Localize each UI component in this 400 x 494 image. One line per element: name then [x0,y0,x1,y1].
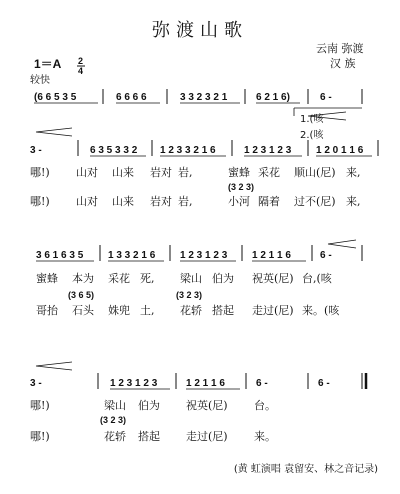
tempo-marking: 较快 [30,75,50,86]
measure-2-1: 6 3 5 3 3 2 [90,145,138,156]
key-signature: 1＝A [34,57,62,71]
lyric-2-2-1: 山对 [76,195,98,208]
lyric-2-1-4: 岩, [178,166,193,179]
lyric-3-1-0: 蜜蜂 [36,272,58,285]
measure-2-3: 1 2 3 1 2 3 [244,145,292,156]
measure-1-5: 6 - [320,92,332,103]
variant-notes-3a: (3 6 5) [68,290,95,300]
first-ending: 1.(咳 [300,114,324,125]
origin-people: 汉 族 [330,57,356,70]
lyric-3-2-4: 花轿 [180,304,202,317]
lyric-2-1-7: 顺山(尼) [294,166,336,179]
lyric-3-2-7: 来。(咳 [302,304,340,317]
variant-notes-2: (3 2 3) [228,182,255,192]
score-line-3 [36,240,362,317]
lyric-2-2-5: 小河 [228,195,250,208]
lyric-4-2-1: 花轿 [104,430,126,443]
measure-4-2: 1 2 1 1 6 [186,378,225,389]
song-title: 弥渡山歌 [152,20,248,41]
measure-4-3: 6 - [256,378,268,389]
measure-3-3: 1 2 3 1 2 3 [180,250,228,261]
lyric-2-1-3: 岩对 [150,166,172,179]
hairpin-crescendo [36,128,72,136]
lyric-2-1-8: 来, [346,166,361,179]
pickup-2: 3 - [30,145,42,156]
measure-1-3: 3 3 2 3 2 1 [180,92,228,103]
measure-2-4: 1 2 0 1 1 6 [316,145,364,156]
lyric-3-1-5: 伯为 [212,272,234,285]
lyric-3-2-6: 走过(尼) [252,304,294,317]
lyric-2-2-4: 岩, [178,195,193,208]
score-line-2 [30,128,378,208]
lyric-2-1-0: 哪!) [30,166,50,179]
variant-notes-3b: (3 2 3) [176,290,203,300]
lyric-2-1-5: 蜜蜂 [228,166,250,179]
lyric-4-1-3: 祝英(尼) [186,399,228,412]
measure-1-1: (6 6 5 3 5 [34,92,77,103]
lyric-4-2-2: 搭起 [138,430,160,443]
lyric-2-2-6: 隔着 [258,195,280,208]
measure-1-2: 6 6 6 6 [116,92,147,103]
measure-3-1: 3 6 1 6 3 5 [36,250,84,261]
score-line-1 [34,89,362,141]
lyric-3-1-3: 死, [140,272,155,285]
credits: (黄 虹演唱 袁留安、林之音记录) [233,464,378,475]
origin-region: 云南 弥渡 [316,42,364,55]
hairpin-crescendo [36,362,72,370]
lyric-3-1-7: 台,(咳 [302,272,332,285]
pickup-4: 3 - [30,378,42,389]
measure-3-2: 1 3 3 2 1 6 [108,250,156,261]
lyric-2-1-1: 山对 [76,166,98,179]
lyric-3-1-6: 祝英(尼) [252,272,294,285]
lyric-2-2-3: 岩对 [150,195,172,208]
measure-3-5: 6 - [320,250,332,261]
lyric-2-1-6: 采花 [258,166,280,179]
lyric-4-1-2: 伯为 [138,399,160,412]
time-signature-top: 2 [78,56,84,66]
lyric-4-2-0: 哪!) [30,430,50,443]
variant-notes-4: (3 2 3) [100,415,127,425]
lyric-2-2-0: 哪!) [30,195,50,208]
lyric-4-1-4: 台。 [254,399,276,412]
time-signature-bottom: 4 [78,66,84,76]
lyric-3-1-2: 采花 [108,272,130,285]
lyric-3-1-1: 本为 [72,272,94,285]
second-ending: 2.(咳 [300,130,324,141]
measure-3-4: 1 2 1 1 6 [252,250,291,261]
lyric-2-2-8: 来, [346,195,361,208]
measure-2-2: 1 2 3 3 2 1 6 [160,145,216,156]
lyric-3-2-3: 土, [140,304,155,317]
lyric-3-2-0: 哥抬 [36,304,58,317]
lyric-3-2-2: 姝兜 [108,304,130,317]
measure-4-4: 6 - [318,378,330,389]
lyric-4-1-1: 梁山 [104,399,126,412]
lyric-2-2-2: 山来 [112,195,134,208]
lyric-3-2-5: 搭起 [212,304,234,317]
measure-1-4: 6 2 1 6) [256,92,290,103]
lyric-3-2-1: 石头 [72,304,94,317]
lyric-2-2-7: 过不(尼) [294,195,336,208]
lyric-4-1-0: 哪!) [30,399,50,412]
hairpin-crescendo [328,240,356,248]
lyric-4-2-3: 走过(尼) [186,430,228,443]
lyric-4-2-4: 来。 [254,430,276,443]
measure-4-1: 1 2 3 1 2 3 [110,378,158,389]
lyric-3-1-4: 梁山 [180,272,202,285]
score-line-4 [30,362,366,443]
lyric-2-1-2: 山来 [112,166,134,179]
